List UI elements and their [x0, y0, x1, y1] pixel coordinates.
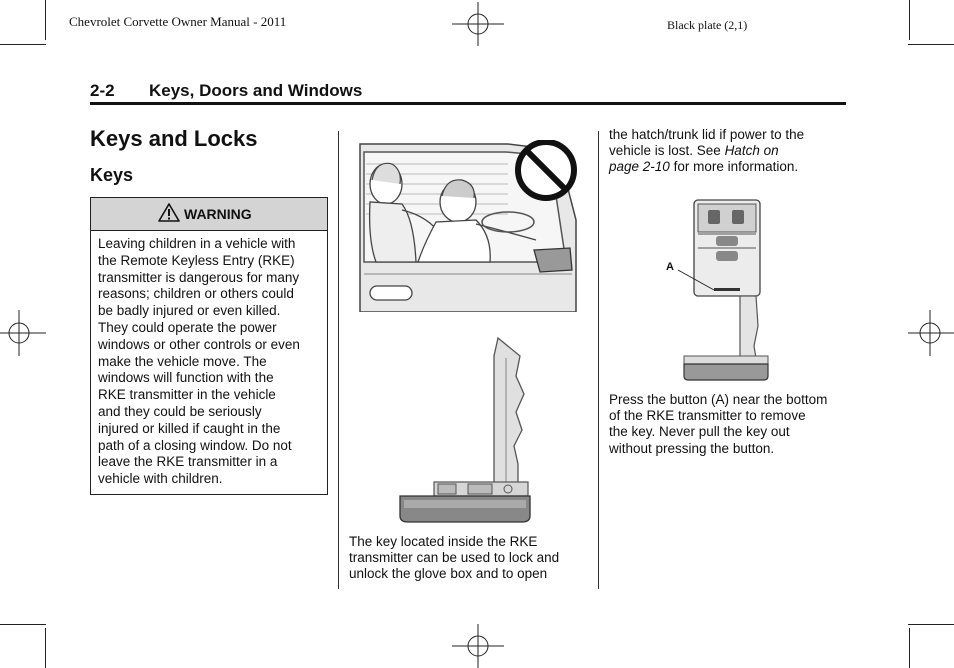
warning-line: leave the RKE transmitter in a [98, 454, 278, 470]
warning-line: path of a closing window. Do not [98, 437, 292, 453]
registration-mark-icon [452, 2, 504, 46]
figure-label-a: A [666, 261, 674, 273]
key-illustration [398, 334, 532, 524]
page-title: Keys and Locks [90, 126, 258, 151]
manual-title: Chevrolet Corvette Owner Manual - 2011 [69, 14, 287, 29]
warning-line: and they could be seriously [98, 403, 262, 419]
crop-mark [0, 624, 46, 625]
children-in-car-illustration [358, 140, 578, 312]
registration-mark-icon [908, 310, 954, 356]
crop-mark [0, 44, 46, 45]
key-caption [349, 534, 589, 583]
column-rule [338, 131, 339, 589]
warning-line: windows or other controls or even [98, 336, 300, 352]
caption-line: unlock the glove box and to open [349, 566, 548, 582]
warning-line: reasons; children or others could [98, 286, 294, 302]
paragraph-line [609, 159, 849, 175]
warning-line: make the vehicle move. The [98, 353, 267, 369]
cross-reference-link[interactable]: Hatch on [724, 143, 779, 159]
crop-mark [45, 0, 46, 40]
paragraph-line: the hatch/trunk lid if power to the [609, 127, 805, 142]
caption-line: of the RKE transmitter to remove [609, 408, 806, 424]
transmitter-caption [609, 392, 849, 457]
cross-reference-link[interactable]: page 2-10 [609, 159, 670, 175]
warning-text [98, 236, 322, 488]
caption-line: The key located inside the RKE [349, 534, 538, 549]
warning-line: RKE transmitter in the vehicle [98, 387, 276, 403]
warning-line: Leaving children in a vehicle with [98, 236, 296, 251]
paragraph-text: vehicle is lost. See [609, 143, 725, 159]
warning-line: transmitter is dangerous for many [98, 269, 300, 285]
caption-line: transmitter can be used to lock and [349, 550, 560, 566]
rke-transmitter-illustration [660, 196, 770, 382]
caption-line: Press the button (A) near the bottom [609, 392, 828, 407]
paragraph-line [609, 143, 849, 159]
caption-line: without pressing the button. [609, 440, 775, 456]
caption-line: the key. Never pull the key out [609, 424, 790, 440]
crop-mark [909, 628, 910, 668]
warning-title: WARNING [184, 206, 252, 222]
subheading: Keys [90, 165, 134, 185]
warning-line: injured or killed if caught in the [98, 420, 281, 436]
column-rule [598, 131, 599, 589]
crop-mark [45, 628, 46, 668]
crop-mark [909, 0, 910, 40]
crop-mark [908, 44, 954, 45]
warning-line: be badly injured or even killed. [98, 303, 281, 319]
paragraph-text: for more information. [669, 159, 799, 175]
section-number: 2-2 [90, 81, 115, 100]
section-title: Keys, Doors and Windows [149, 81, 363, 100]
continued-paragraph [609, 127, 849, 176]
section-rule [90, 102, 846, 105]
warning-line: the Remote Keyless Entry (RKE) [98, 252, 295, 268]
registration-mark-icon [0, 310, 46, 356]
warning-triangle-icon [158, 203, 180, 222]
plate-label: Black plate (2,1) [667, 18, 748, 32]
warning-line: windows will function with the [98, 370, 274, 386]
crop-mark [908, 624, 954, 625]
registration-mark-icon [452, 624, 504, 668]
warning-line: vehicle with children. [98, 471, 223, 487]
warning-line: They could operate the power [98, 319, 277, 335]
